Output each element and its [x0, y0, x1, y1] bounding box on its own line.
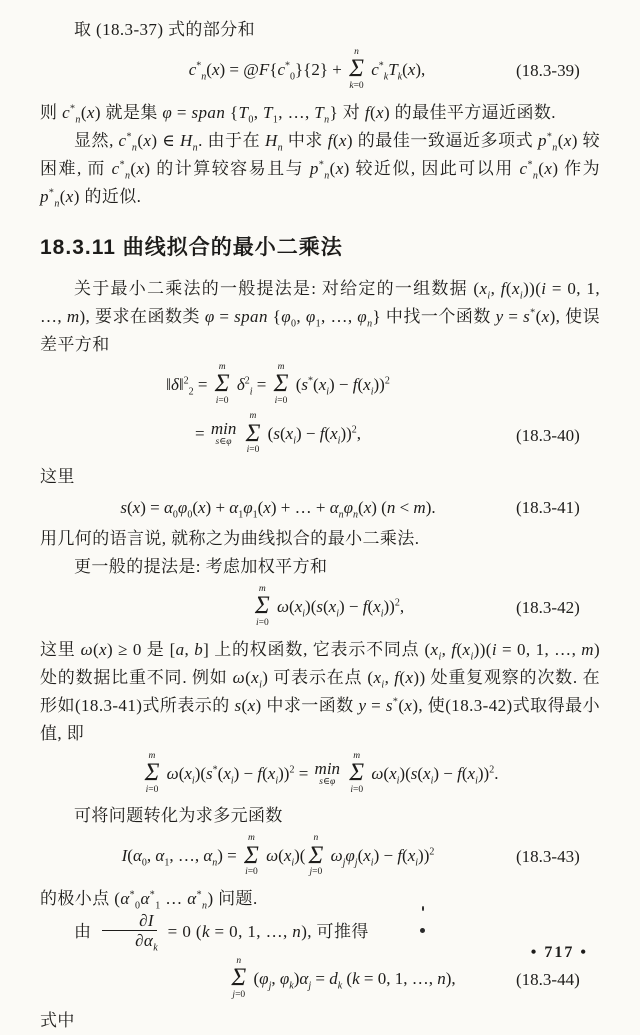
line-min-point: 的极小点 ($\alpha^*_0\alpha^*_1$ … $\alpha^*_n$) 问题. [40, 888, 258, 912]
scan-speck [422, 906, 424, 911]
intro-line: 取 (18.3-37) 式的部分和 [74, 20, 256, 39]
label-here: 这里 [40, 466, 75, 486]
line-more-general: 更一般的提法是: 考虑加权平方和 [74, 556, 328, 576]
equation-number-41: (18.3-41) [516, 497, 580, 517]
scan-speck [420, 928, 425, 933]
equation-18-3-42 [40, 583, 600, 631]
formula-weighted-sum: m Σ i=0 $\omega(x_i)(s(x_i) - f(x_i))^2$, [254, 583, 405, 629]
formula-error-square-sum: ‖δ‖$^2_2$ = m Σ i=0 $\delta^2_i$ = m Σ i=0 $(s^*(x_i) - f(x_i))^2$ [166, 361, 390, 406]
formula-partial-sum: $c^*_n(x)$ = $@F\{c^*_0\}\{2\}$ + n Σ k=0 $c^*_kT_k(x)$, [188, 47, 426, 92]
equation-number-39: (18.3-39) [516, 61, 580, 81]
formula-min-error: = min s∈φ m Σ i=0 $(s(x_i) - f(x_i))^2$, [194, 411, 362, 456]
para-obvious: 显然, $c^*_n(x)$ ∈ $H_n$. 由于在 $H_n$ 中求 f(x) 的最佳一致逼近多项式 $p^*_n(x)$ 较困难, 而 $c^*_n(x)$ 的计算较容易且与 $p^*_n(x)$ 较近似, 因此可以用 $c^*_n(x)$ 作为 $p^*_n(x)$ 的近似. [40, 130, 601, 210]
equation-18-3-44 [40, 955, 600, 1003]
line-transform-problem: 可将问题转化为求多元函数 [74, 806, 283, 826]
line-geometric-language: 用几何的语言说, 就称之为曲线拟合的最小二乘法. [40, 528, 420, 548]
formula-normal-equations: n Σ j=0 ($\varphi_j$, $\varphi_k)\alpha_j = d_k$ (k = 0, 1, …, n), [231, 955, 456, 1001]
equation-18-3-39 [40, 49, 600, 94]
equation-18-3-41 [40, 493, 600, 523]
equation-18-3-40-line2 [40, 413, 600, 458]
line-best-approx: 则 $c^*_n(x)$ 就是集 φ = span {$T_0$, $T_1$, …, $T_n$} 对 f(x) 的最佳平方逼近函数. [40, 102, 556, 126]
section-heading: 18.3.11 曲线拟合的最小二乘法 [40, 235, 343, 259]
para-weight-function: 这里 ω(x) ≥ 0 是 [a, b] 上的权函数, 它表示不同点 ($x_i$, $f(x_i))(i = 0$, 1, …, m) 处的数据比重不同. 例如 $\omega(x_i)$ 可表示在点 ($x_i$, f(x)) 处重复观察的次数. 在形如(18.3-41)式所表示的 s(x) 中求一函数 y = s*(x), 使(18.3-42)式取得最小值, 即 [40, 639, 601, 743]
formula-multivariate-function: $I(\alpha_0$, $\alpha_1$, …, $\alpha_n$) = m Σ i=0 $\omega(x_i)$( n Σ j=0 $\omega_j\varphi_j(x_i) - f(x_i))^2$ [121, 833, 435, 878]
equation-number-42: (18.3-42) [516, 598, 580, 618]
equation-18-3-43 [40, 835, 600, 880]
equation-number-40: (18.3-40) [516, 425, 580, 445]
equation-number-43: (18.3-43) [516, 847, 580, 867]
equation-weighted-min [40, 750, 600, 798]
formula-weighted-min: m Σ i=0 $\omega(x_i)(s^*(x_i) - f(x_i))^2$ = min s∈φ m Σ i=0 $\omega(x_i)(s(x_i) - f(x_i))^2$. [144, 750, 499, 795]
formula-linear-combination: $s(x) = \alpha_0\varphi_0(x) + \alpha_1\varphi_1(x)$ + … + $\alpha_n\varphi_n(x) (n < m)$. [120, 497, 436, 521]
equation-18-3-40-line1 [40, 361, 600, 409]
para-least-squares-general: 关于最小二乘法的一般提法是: 对给定的一组数据 ($x_i$, $f(x_i))(i = 0$, 1, …, m), 要求在函数类 φ = span {$\varphi_0$, $\varphi_1$, …, $\varphi_n$} 中找一个函数 y = s*(x), 使误差平方和 [40, 278, 600, 354]
line-partial-derivative: 由 $\frac{\partial I}{\partial\alpha_k}$ = 0 (k = 0, 1, …, n), 可推得 [74, 910, 369, 954]
page-number: • 717 • [530, 944, 588, 961]
equation-number-44: (18.3-44) [516, 970, 580, 990]
label-formula-where: 式中 [40, 1011, 75, 1031]
